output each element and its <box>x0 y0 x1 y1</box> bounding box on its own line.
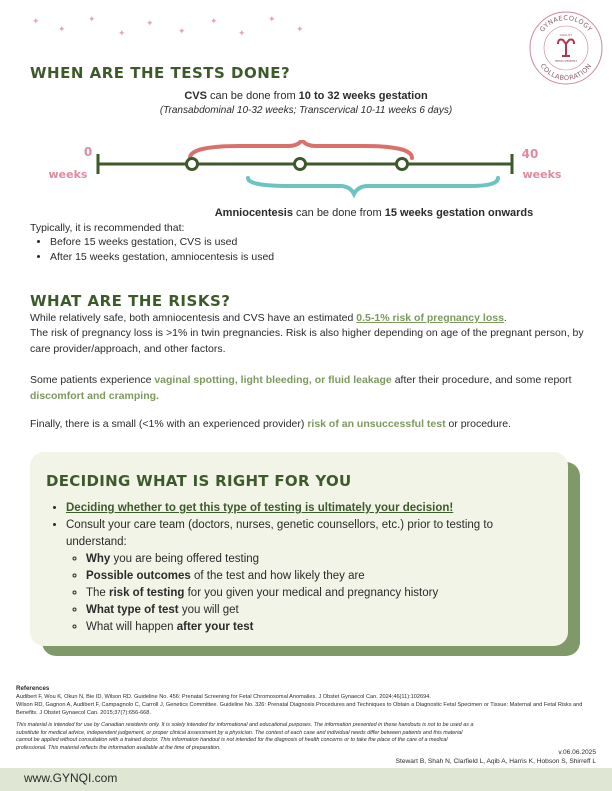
risk-paragraph-4 <box>30 416 590 432</box>
risk-text: after their procedure, and some report <box>391 374 572 386</box>
timeline-dot-1 <box>187 159 198 170</box>
risk-text-end: or procedure. <box>445 418 511 430</box>
section-title-risks: WHAT ARE THE RISKS? <box>30 292 231 310</box>
sub-text: you are being offered testing <box>110 553 260 565</box>
decision-statement: Deciding whether to get this type of testing is ultimately your decision! <box>66 502 454 514</box>
timeline-dot-2 <box>295 159 306 170</box>
consult-text: Consult your care team (doctors, nurses, genetic counsellors, etc.) prior to testing to understand: <box>66 519 493 548</box>
svg-text:COLLABORATION <box>539 62 594 82</box>
amnio-range-line <box>0 207 612 219</box>
authors: Stewart B, Shah N, Clarfield L, Aqib A, Harris K, Hobson S, Shirreff L <box>395 758 596 765</box>
risk-paragraph-1 <box>30 310 590 326</box>
timeline-start-num: 0 <box>83 145 93 159</box>
svg-text:GYNAECOLOGY <box>538 14 594 34</box>
cvs-text: can be done from <box>206 90 299 102</box>
decorative-sparkles: ✦ ✦ ✦ ✦ ✦ ✦ ✦ ✦ ✦ ✦ <box>32 14 304 38</box>
section-title-when: WHEN ARE THE TESTS DONE? <box>30 64 291 82</box>
amnio-text: can be done from <box>292 207 385 219</box>
logo-top-text: GYNAECOLOGY <box>538 13 594 34</box>
list-item: • Before 15 weeks gestation, CVS is used <box>50 235 274 250</box>
gynaecology-collaboration-logo <box>528 10 604 86</box>
amnio-range: 15 weeks gestation onwards <box>384 207 534 219</box>
sub-text: The <box>86 587 110 599</box>
unsuccessful-risk: risk of an unsuccessful test <box>307 418 446 430</box>
risk-paragraph-3 <box>30 372 590 404</box>
reference-2: Wilson RD, Gagnon A, Audibert F, Campagnolo C, Carroll J, Genetics Committee. Guideline No. 326: Prenatal Diagnosis Procedures and Techniques to Obtain a Diagnostic Fetal Specimen or Tissue: Maternal and Fetal Risks and Benefits. J Obstet Gynaecol Can. 2015;37(7):656-668. <box>16 702 583 716</box>
references-title: References <box>16 685 50 692</box>
disclaimer: This material is intended for use by Canadian residents only. It is solely intended for informational and educational purposes. The information presented in these handouts is not to be used as a substitute for medical advice, independent judgement, or proper clinical assessment by a physician. The context of each case and individual needs differ between patients and this material cannot be applied without consultation with a trained doctor. This information handout is not intended for the diagnosis of health concerns or to take the place of the care of a medical professional. This material reflects the information available at the time of preparation. <box>16 722 474 751</box>
references <box>16 685 596 717</box>
cramping-risk: discomfort and cramping. <box>30 390 159 402</box>
sub-bold: Possible outcomes <box>86 570 191 582</box>
logo-bottom-text: COLLABORATION <box>538 61 594 83</box>
cvs-range: 10 to 32 weeks gestation <box>298 90 428 102</box>
sub-bold: Why <box>86 553 111 565</box>
card-title: DECIDING WHAT IS RIGHT FOR YOU <box>46 472 352 490</box>
logo-quality-text: QUALITY <box>559 33 573 37</box>
timeline-start-label: weeks <box>48 168 88 181</box>
cvs-range-line <box>0 90 612 102</box>
recommendation-list <box>50 235 274 265</box>
version-block <box>396 748 596 766</box>
sub-text: you will get <box>178 604 239 616</box>
risk-text: While relatively safe, both amniocentesis and CVS have an estimated <box>30 312 357 324</box>
amnio-brace <box>248 178 498 194</box>
footer-url[interactable]: www.GYNQI.com <box>24 771 118 785</box>
risk-text: Some patients experience <box>30 374 155 386</box>
sub-text: for you given your medical and pregnancy history <box>184 587 439 599</box>
risk-text-end: . <box>503 312 507 324</box>
amnio-label: Amniocentesis <box>214 207 293 219</box>
timeline-end-label: weeks <box>522 168 562 181</box>
list-item: • After 15 weeks gestation, amniocentesis is used <box>50 250 274 265</box>
timeline-end-num: 40 <box>521 147 539 161</box>
sub-text: What will happen <box>86 621 177 633</box>
list-item <box>66 517 546 636</box>
typically-text: Typically, it is recommended that: <box>30 222 185 234</box>
sub-bold: risk of testing <box>109 587 185 599</box>
sub-bold: What type of test <box>86 604 179 616</box>
cvs-subtext: (Transabdominal 10-32 weeks; Transcervical 10-11 weeks 6 days) <box>159 105 453 116</box>
risk-paragraph-2: The risk of pregnancy loss is >1% in twin pregnancies. Risk is also higher depending on age of the pregnant person, by care provider/approach, and other factors. <box>30 327 584 355</box>
version-number: v.06.06.2025 <box>558 749 596 756</box>
logo-improvement-text: IMPROVEMENT <box>554 59 578 63</box>
decision-list <box>66 500 546 636</box>
sub-text: of the test and how likely they are <box>190 570 365 582</box>
list-item <box>86 602 546 619</box>
list-item <box>86 585 546 602</box>
list-item <box>66 500 546 517</box>
cvs-brace <box>190 140 412 158</box>
sub-bold: after your test <box>176 621 254 633</box>
list-item <box>86 568 546 585</box>
cvs-label: CVS <box>184 90 207 102</box>
timeline-dot-3 <box>397 159 408 170</box>
reference-1: Audibert F, Wou K, Okun N, Bie ID, Wilson RD. Guideline No. 456: Prenatal Screening for Fetal Chromosomal Anomalies. J Obstet Gynaecol Can. 2024;46(11):102694. <box>16 694 431 700</box>
risk-text: Finally, there is a small (<1% with an experienced provider) <box>30 418 308 430</box>
consult-sublist <box>66 551 546 636</box>
bleeding-risk: vaginal spotting, light bleeding, or fluid leakage <box>154 374 392 386</box>
pregnancy-loss-risk: 0.5-1% risk of pregnancy loss <box>356 312 504 324</box>
list-item <box>86 551 546 568</box>
list-item <box>86 619 546 636</box>
